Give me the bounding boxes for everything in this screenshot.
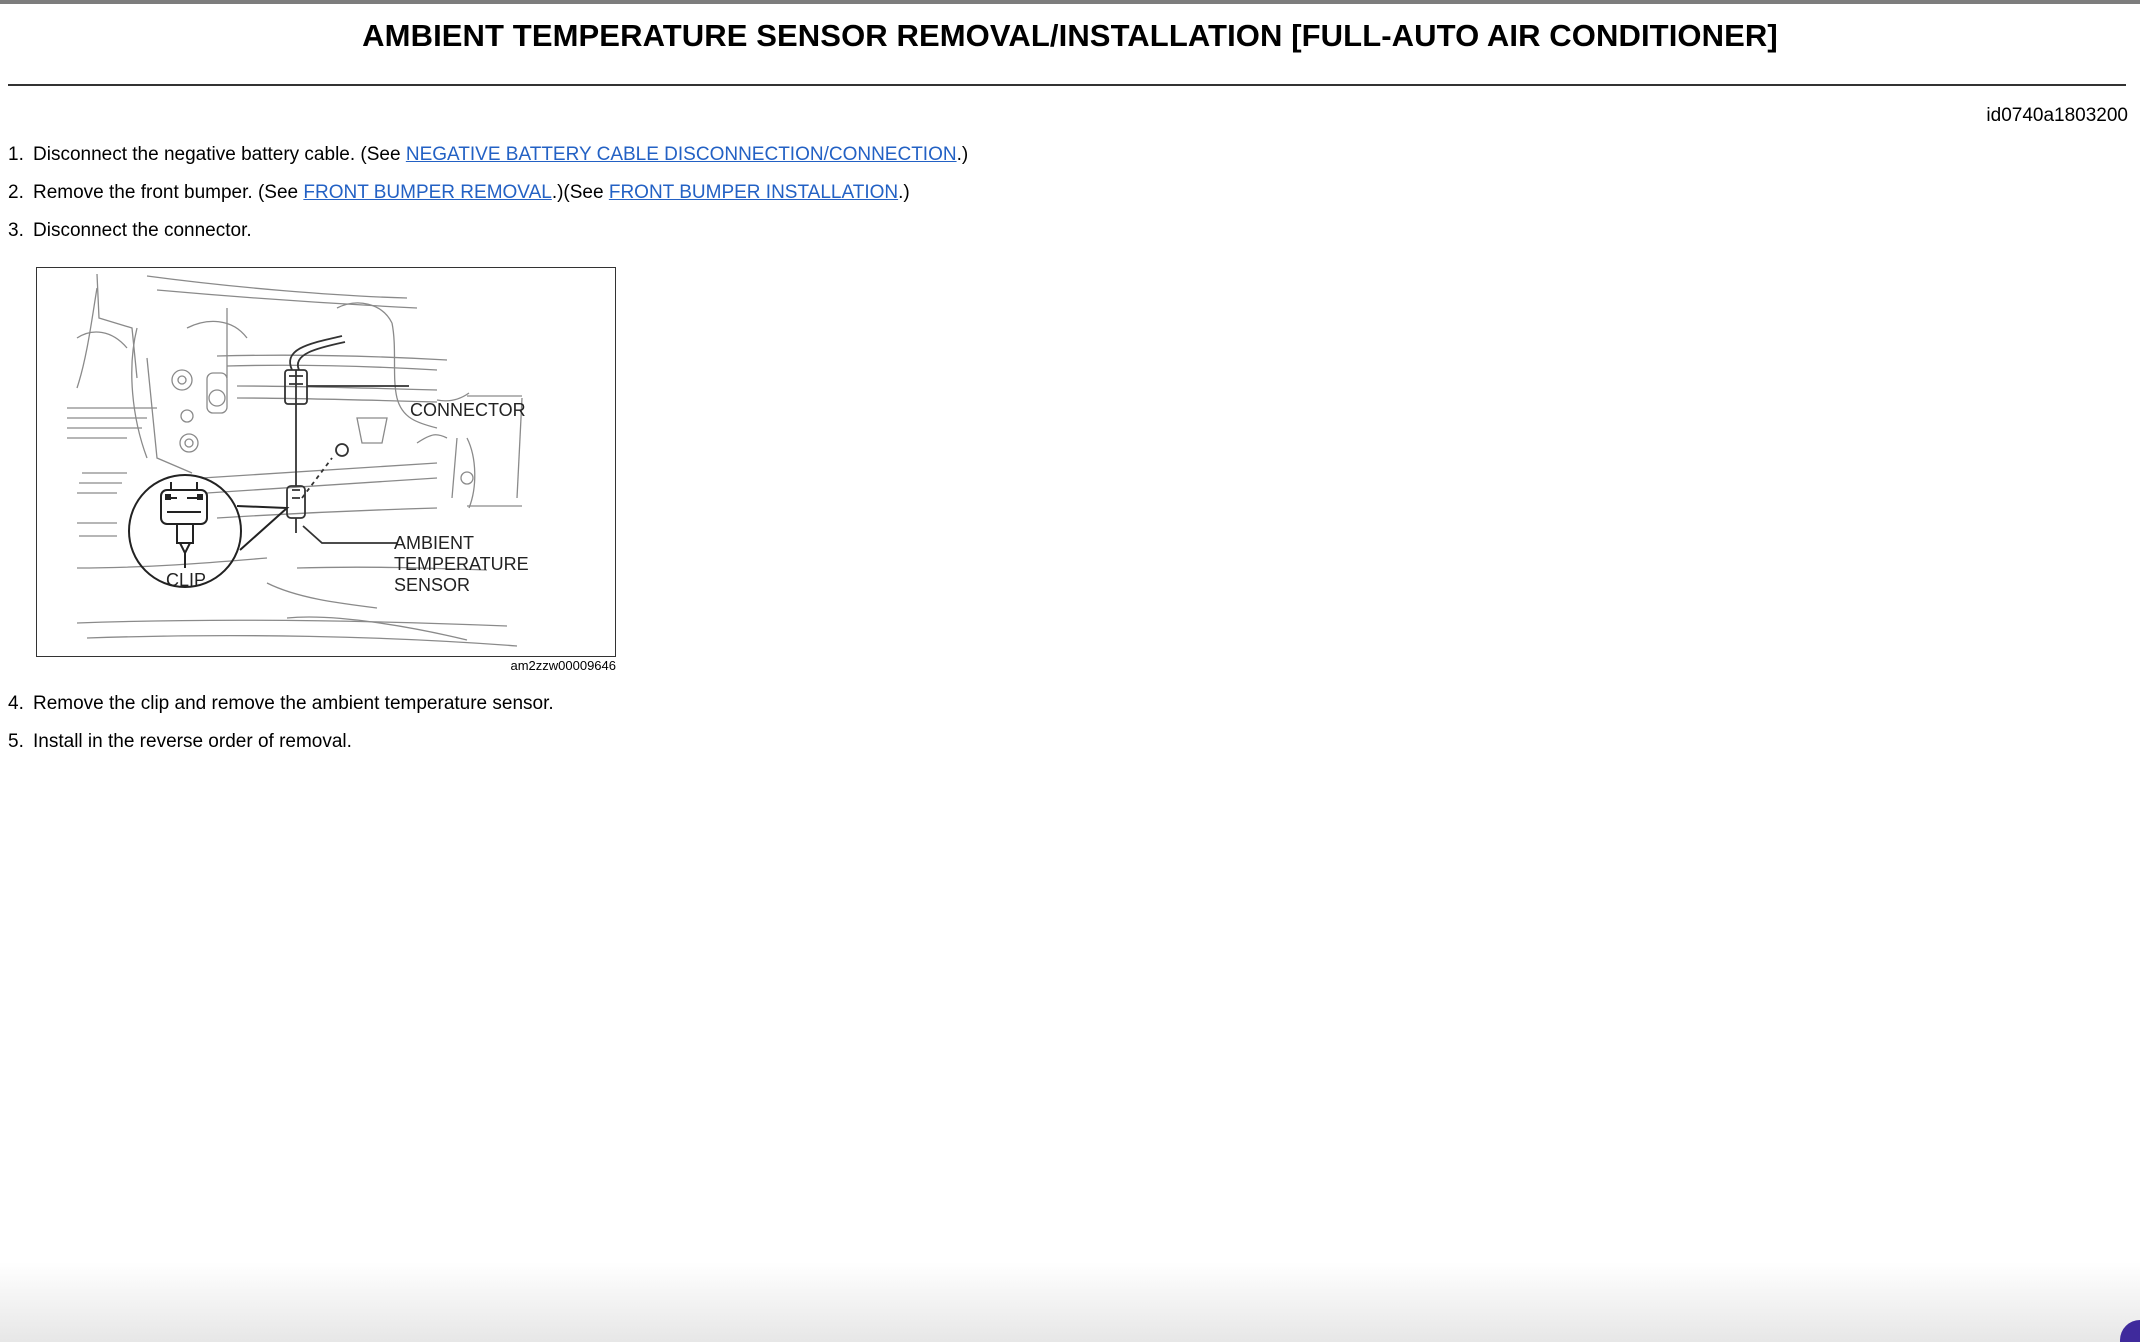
link-front-bumper-installation[interactable]: FRONT BUMPER INSTALLATION	[608, 182, 899, 203]
link-negative-battery-cable[interactable]: NEGATIVE BATTERY CABLE DISCONNECTION/CONNECTION	[405, 144, 957, 165]
step-text: Remove the front bumper. (See	[33, 182, 304, 203]
step-number: 3.	[8, 220, 24, 241]
step-number: 4.	[8, 693, 24, 714]
step-4	[8, 692, 2108, 730]
line-drawing	[37, 268, 615, 656]
step-text: Remove the clip and remove the ambient temperature sensor.	[33, 693, 554, 714]
connector-label: CONNECTOR	[410, 400, 526, 420]
step-2	[8, 181, 2108, 219]
sensor-label-line-3: SENSOR	[394, 575, 471, 595]
step-3	[8, 219, 2108, 257]
procedure-steps	[8, 143, 2108, 754]
step-number: 2.	[8, 182, 24, 203]
step-text: Disconnect the negative battery cable. (See	[33, 144, 406, 165]
title-divider	[8, 84, 2126, 86]
step-text: .)	[898, 182, 910, 203]
sensor-illustration	[36, 267, 616, 657]
step-text: Disconnect the connector.	[33, 220, 252, 241]
step-number: 5.	[8, 731, 24, 752]
sensor-label-line-2: TEMPERATURE	[394, 554, 529, 574]
step-1	[8, 143, 2108, 181]
figure-container	[8, 267, 2108, 692]
step-number: 1.	[8, 144, 24, 165]
sensor-label-line-1: AMBIENT	[394, 533, 475, 553]
step-text: Install in the reverse order of removal.	[33, 731, 352, 752]
bottom-shadow	[0, 1262, 2140, 1342]
step-text: .)(See	[551, 182, 609, 203]
step-text: .)	[956, 144, 969, 165]
page-title: AMBIENT TEMPERATURE SENSOR REMOVAL/INSTALLATION [FULL-AUTO AIR CONDITIONER]	[362, 18, 1778, 53]
clip-label: CLIP	[166, 570, 207, 590]
step-5	[8, 730, 2108, 754]
document-id: id0740a1803200	[1986, 105, 2128, 126]
figure-caption: am2zzw00009646	[510, 658, 616, 673]
link-front-bumper-removal[interactable]: FRONT BUMPER REMOVAL	[303, 182, 552, 203]
